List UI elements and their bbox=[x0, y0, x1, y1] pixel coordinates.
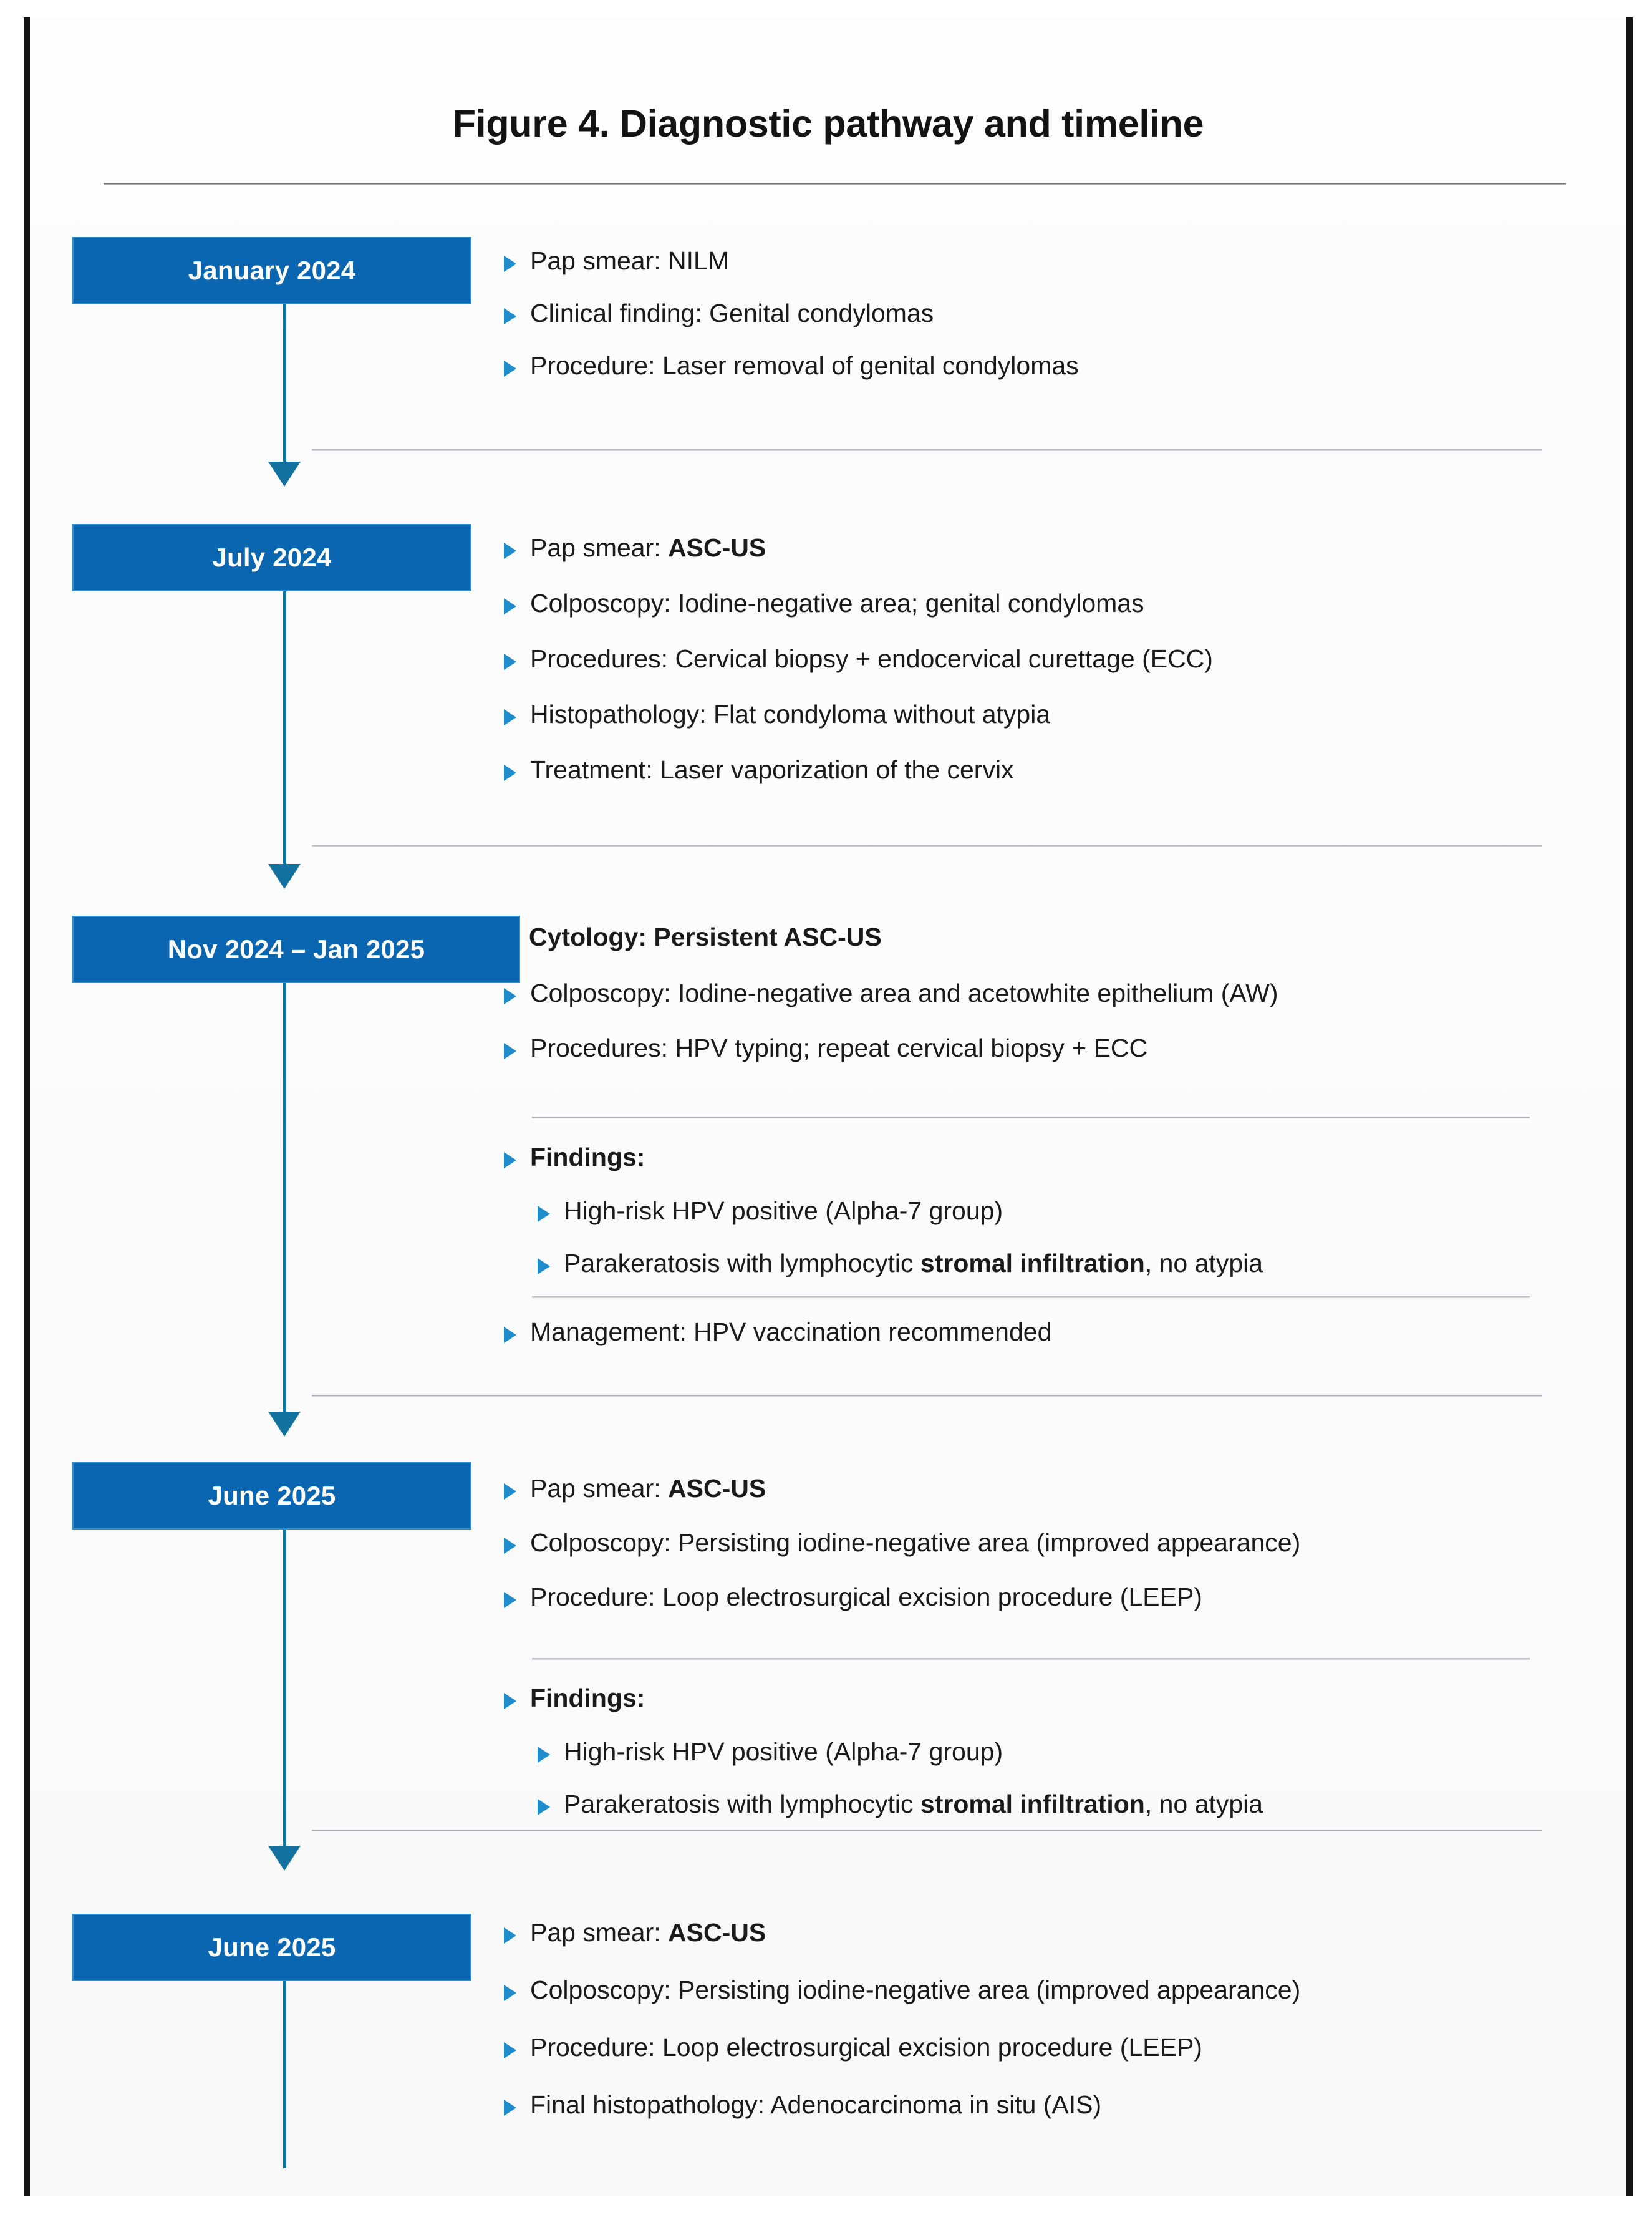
list-item-text: Management: HPV vaccination recommended bbox=[530, 1317, 1052, 1346]
triangle-bullet-icon bbox=[504, 654, 516, 670]
list-item-text: Clinical finding: Genital condylomas bbox=[530, 298, 934, 327]
timeline-content-4 bbox=[504, 1475, 1558, 1612]
triangle-bullet-icon bbox=[504, 543, 516, 559]
timeline-arrow-3 bbox=[268, 1412, 301, 1437]
triangle-bullet-icon bbox=[538, 1206, 550, 1222]
list-item bbox=[504, 1976, 1558, 2005]
triangle-bullet-icon bbox=[504, 2042, 516, 2058]
date-chip-label: January 2024 bbox=[188, 256, 356, 285]
list-item-text: Histopathology: Flat condyloma without atypia bbox=[530, 699, 1051, 729]
triangle-bullet-icon bbox=[504, 1538, 516, 1554]
timeline-findings-3 bbox=[504, 1143, 1558, 1278]
timeline-content-5 bbox=[504, 1919, 1558, 2120]
section-divider-3 bbox=[312, 1395, 1542, 1397]
list-item bbox=[504, 1475, 1558, 1503]
triangle-bullet-icon bbox=[504, 598, 516, 614]
list-item-text: High-risk HPV positive (Alpha-7 group) bbox=[564, 1737, 1003, 1766]
list-item bbox=[504, 979, 1558, 1008]
list-item bbox=[504, 2034, 1558, 2062]
list-item bbox=[504, 1034, 1558, 1063]
list-item bbox=[504, 1143, 1558, 1172]
triangle-bullet-icon bbox=[504, 1693, 516, 1709]
list-item-text: Pap smear: ASC-US bbox=[530, 1474, 766, 1503]
list-item bbox=[538, 1197, 1558, 1226]
timeline-connector-2 bbox=[283, 591, 286, 866]
list-item-text: Cytology: Persistent ASC-US bbox=[529, 923, 882, 951]
triangle-bullet-icon bbox=[504, 1483, 516, 1500]
figure-frame bbox=[24, 17, 1633, 2196]
list-item-text: Findings: bbox=[530, 1143, 645, 1171]
list-item bbox=[504, 756, 1558, 785]
list-item bbox=[504, 1318, 1558, 1347]
list-item bbox=[504, 534, 1558, 563]
triangle-bullet-icon bbox=[504, 765, 516, 781]
timeline-connector-4 bbox=[283, 1530, 286, 1848]
title-divider bbox=[104, 183, 1566, 185]
triangle-bullet-icon bbox=[504, 709, 516, 725]
list-item bbox=[538, 1790, 1558, 1819]
timeline-content-2 bbox=[504, 534, 1558, 785]
timeline-management-3 bbox=[504, 1318, 1558, 1347]
list-item bbox=[504, 1684, 1558, 1713]
figure-canvas bbox=[30, 17, 1626, 2196]
triangle-bullet-icon bbox=[504, 1592, 516, 1608]
date-chip-label: Nov 2024 – Jan 2025 bbox=[167, 934, 425, 964]
list-item-text: Pap smear: ASC-US bbox=[530, 533, 766, 562]
figure-title: Figure 4. Diagnostic pathway and timeline bbox=[452, 102, 1204, 145]
list-item-text: Parakeratosis with lymphocytic stromal infiltration, no atypia bbox=[564, 1789, 1263, 1818]
timeline-date-chip-1[interactable] bbox=[72, 237, 471, 304]
list-item bbox=[504, 1583, 1558, 1612]
triangle-bullet-icon bbox=[504, 1152, 516, 1168]
timeline-connector-5 bbox=[283, 1981, 286, 2168]
list-item bbox=[538, 1249, 1558, 1278]
timeline-date-chip-3[interactable] bbox=[72, 916, 520, 983]
list-item-text: High-risk HPV positive (Alpha-7 group) bbox=[564, 1196, 1003, 1225]
triangle-bullet-icon bbox=[504, 1927, 516, 1944]
date-chip-label: June 2025 bbox=[208, 1932, 336, 1962]
list-item-text: Colposcopy: Persisting iodine-negative area (improved appearance) bbox=[530, 1975, 1301, 2004]
triangle-bullet-icon bbox=[504, 1327, 516, 1343]
timeline-date-chip-2[interactable] bbox=[72, 524, 471, 591]
triangle-bullet-icon bbox=[504, 2100, 516, 2116]
list-item-text: Procedure: Laser removal of genital condylomas bbox=[530, 351, 1079, 380]
list-item bbox=[504, 1529, 1558, 1558]
list-item bbox=[538, 1738, 1558, 1767]
timeline-arrow-4 bbox=[268, 1846, 301, 1871]
triangle-bullet-icon bbox=[504, 308, 516, 324]
findings-divider-4-top bbox=[532, 1658, 1530, 1660]
findings-divider-3-bottom bbox=[532, 1296, 1530, 1298]
timeline-date-chip-5[interactable] bbox=[72, 1914, 471, 1981]
triangle-bullet-icon bbox=[504, 256, 516, 272]
list-item bbox=[504, 299, 1558, 328]
list-item-text: Parakeratosis with lymphocytic stromal infiltration, no atypia bbox=[564, 1248, 1263, 1277]
timeline-date-chip-4[interactable] bbox=[72, 1462, 471, 1530]
list-item bbox=[504, 589, 1558, 618]
triangle-bullet-icon bbox=[538, 1799, 550, 1815]
list-item-text: Pap smear: ASC-US bbox=[530, 1918, 766, 1947]
section-divider-1 bbox=[312, 449, 1542, 451]
timeline-content-1 bbox=[504, 247, 1558, 381]
list-item-text: Procedure: Loop electrosurgical excision procedure (LEEP) bbox=[530, 2032, 1202, 2062]
list-item-text: Colposcopy: Iodine-negative area; genital condylomas bbox=[530, 588, 1144, 618]
triangle-bullet-icon bbox=[538, 1747, 550, 1763]
timeline-content-3 bbox=[529, 923, 1558, 1063]
date-chip-label: June 2025 bbox=[208, 1481, 336, 1510]
timeline-findings-4 bbox=[504, 1684, 1558, 1819]
timeline-arrow-1 bbox=[268, 462, 301, 487]
list-item-text: Procedures: Cervical biopsy + endocervical curettage (ECC) bbox=[530, 644, 1213, 673]
section-divider-4 bbox=[312, 1830, 1542, 1831]
list-item-text: Procedures: HPV typing; repeat cervical biopsy + ECC bbox=[530, 1033, 1148, 1062]
list-item-text: Procedure: Loop electrosurgical excision procedure (LEEP) bbox=[530, 1582, 1202, 1611]
triangle-bullet-icon bbox=[538, 1258, 550, 1274]
list-item bbox=[504, 701, 1558, 729]
timeline-arrow-2 bbox=[268, 864, 301, 889]
list-item-text: Treatment: Laser vaporization of the cervix bbox=[530, 755, 1014, 784]
timeline-connector-1 bbox=[283, 304, 286, 463]
triangle-bullet-icon bbox=[504, 1043, 516, 1059]
list-item bbox=[504, 645, 1558, 674]
list-item-text: Findings: bbox=[530, 1684, 645, 1712]
triangle-bullet-icon bbox=[504, 988, 516, 1004]
list-item bbox=[504, 247, 1558, 276]
list-item bbox=[504, 352, 1558, 381]
list-item bbox=[504, 1919, 1558, 1947]
list-item-text: Colposcopy: Persisting iodine-negative area (improved appearance) bbox=[530, 1528, 1301, 1557]
list-item-text: Pap smear: NILM bbox=[530, 246, 729, 275]
date-chip-label: July 2024 bbox=[212, 543, 332, 572]
list-item-text: Colposcopy: Iodine-negative area and acetowhite epithelium (AW) bbox=[530, 978, 1278, 1007]
findings-divider-3-top bbox=[532, 1117, 1530, 1118]
list-item bbox=[504, 2091, 1558, 2120]
list-item bbox=[529, 923, 1558, 952]
list-item-text: Final histopathology: Adenocarcinoma in situ (AIS) bbox=[530, 2090, 1102, 2119]
triangle-bullet-icon bbox=[504, 1985, 516, 2001]
triangle-bullet-icon bbox=[504, 361, 516, 377]
section-divider-2 bbox=[312, 845, 1542, 847]
timeline-connector-3 bbox=[283, 983, 286, 1413]
